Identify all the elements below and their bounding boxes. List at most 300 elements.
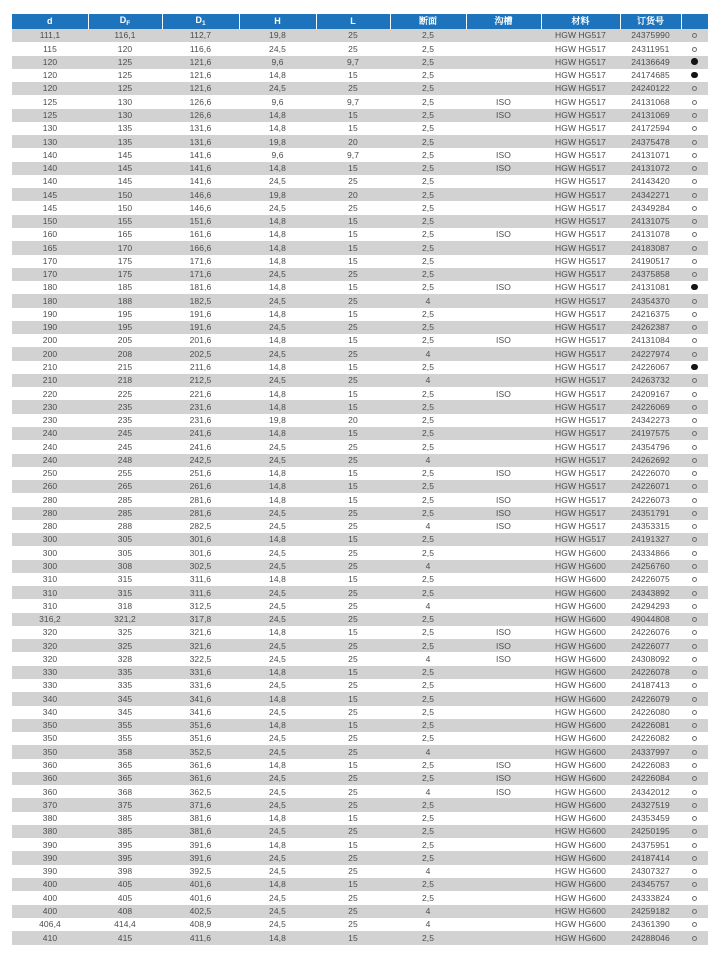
cell-df: 145 bbox=[117, 176, 133, 187]
cell-l: 25 bbox=[348, 799, 358, 810]
cell-h: 14,8 bbox=[269, 163, 286, 174]
open-circle-icon bbox=[692, 524, 697, 529]
cell-l: 25 bbox=[348, 826, 358, 837]
cell-order-number: 24131069 bbox=[631, 109, 670, 120]
cell-material: HGW HG517 bbox=[555, 96, 606, 107]
cell-d1: 361,6 bbox=[189, 759, 212, 770]
filled-circle-icon bbox=[691, 284, 698, 291]
cell-h: 14,8 bbox=[269, 759, 286, 770]
cell-order-number: 24250195 bbox=[631, 826, 670, 837]
cell-availability bbox=[681, 626, 708, 639]
cell-order-number: 24187413 bbox=[631, 680, 670, 691]
cell-l: 25 bbox=[348, 83, 358, 94]
cell-h: 24,5 bbox=[269, 852, 286, 863]
cell-order-number: 24226069 bbox=[631, 401, 670, 412]
table-row bbox=[12, 281, 708, 294]
cell-h: 14,8 bbox=[269, 255, 286, 266]
cell-cross-section: 2,5 bbox=[421, 892, 435, 903]
cell-groove: ISO bbox=[496, 640, 511, 651]
cell-groove: ISO bbox=[496, 507, 511, 518]
cell-h: 24,5 bbox=[269, 640, 286, 651]
open-circle-icon bbox=[692, 259, 697, 264]
cell-d: 380 bbox=[42, 813, 58, 824]
cell-l: 25 bbox=[348, 919, 358, 930]
cell-order-number: 24226071 bbox=[631, 481, 670, 492]
cell-groove bbox=[466, 692, 541, 705]
cell-h: 19,8 bbox=[269, 415, 286, 426]
cell-cross-section: 2,5 bbox=[421, 428, 435, 439]
cell-d1: 141,6 bbox=[189, 176, 212, 187]
cell-availability bbox=[681, 573, 708, 586]
cell-cross-section: 2,5 bbox=[421, 322, 435, 333]
cell-cross-section: 2,5 bbox=[421, 627, 435, 638]
cell-df: 355 bbox=[117, 733, 133, 744]
cell-d1: 281,6 bbox=[189, 507, 212, 518]
cell-d1: 401,6 bbox=[189, 892, 212, 903]
open-circle-icon bbox=[692, 617, 697, 622]
column-header-order-number: 订货号 bbox=[620, 14, 681, 29]
cell-l: 15 bbox=[348, 627, 358, 638]
cell-groove bbox=[466, 215, 541, 228]
cell-cross-section: 2,5 bbox=[421, 507, 435, 518]
cell-d1: 312,5 bbox=[189, 600, 212, 611]
filled-circle-icon bbox=[691, 72, 698, 79]
table-row bbox=[12, 440, 708, 453]
cell-l: 15 bbox=[348, 468, 358, 479]
cell-d: 340 bbox=[42, 693, 58, 704]
table-row bbox=[12, 507, 708, 520]
cell-cross-section: 2,5 bbox=[421, 720, 435, 731]
cell-availability bbox=[681, 812, 708, 825]
cell-groove: ISO bbox=[496, 109, 511, 120]
cell-d: 240 bbox=[42, 441, 58, 452]
cell-cross-section: 4 bbox=[425, 653, 431, 664]
cell-d: 250 bbox=[42, 468, 58, 479]
cell-df: 375 bbox=[117, 799, 133, 810]
open-circle-icon bbox=[692, 100, 697, 105]
cell-cross-section: 2,5 bbox=[421, 614, 435, 625]
table-row bbox=[12, 241, 708, 254]
cell-h: 24,5 bbox=[269, 454, 286, 465]
cell-groove: ISO bbox=[496, 468, 511, 479]
cell-availability bbox=[681, 308, 708, 321]
cell-availability bbox=[681, 759, 708, 772]
cell-d1: 361,6 bbox=[189, 773, 212, 784]
cell-h: 24,5 bbox=[269, 587, 286, 598]
cell-material: HGW HG600 bbox=[555, 892, 606, 903]
cell-availability bbox=[681, 493, 708, 506]
cell-d1: 391,6 bbox=[189, 852, 212, 863]
cell-h: 14,8 bbox=[269, 468, 286, 479]
cell-d: 380 bbox=[42, 826, 58, 837]
open-circle-icon bbox=[692, 458, 697, 463]
cell-d1: 191,6 bbox=[189, 308, 212, 319]
cell-material: HGW HG517 bbox=[555, 149, 606, 160]
table-row bbox=[12, 427, 708, 440]
cell-df: 135 bbox=[117, 123, 133, 134]
cell-cross-section: 2,5 bbox=[421, 813, 435, 824]
open-circle-icon bbox=[692, 750, 697, 755]
cell-groove bbox=[466, 798, 541, 811]
cell-d1: 351,6 bbox=[189, 720, 212, 731]
cell-l: 25 bbox=[348, 852, 358, 863]
cell-cross-section: 2,5 bbox=[421, 481, 435, 492]
cell-cross-section: 2,5 bbox=[421, 216, 435, 227]
cell-cross-section: 4 bbox=[425, 521, 431, 532]
table-row bbox=[12, 613, 708, 626]
cell-availability bbox=[681, 281, 708, 294]
cell-availability bbox=[681, 56, 708, 69]
cell-df: 255 bbox=[117, 468, 133, 479]
cell-d1: 391,6 bbox=[189, 839, 212, 850]
cell-l: 25 bbox=[348, 269, 358, 280]
cell-order-number: 24307327 bbox=[631, 866, 670, 877]
cell-d: 280 bbox=[42, 521, 58, 532]
cell-d1: 212,5 bbox=[189, 375, 212, 386]
cell-d: 145 bbox=[42, 189, 58, 200]
cell-df: 308 bbox=[117, 561, 133, 571]
table-row bbox=[12, 400, 708, 413]
cell-l: 25 bbox=[348, 202, 358, 213]
cell-cross-section: 2,5 bbox=[421, 255, 435, 266]
cell-d1: 146,6 bbox=[189, 202, 212, 213]
catalog-spec-table-wrap bbox=[12, 14, 708, 945]
cell-groove: ISO bbox=[496, 653, 511, 664]
cell-groove bbox=[466, 706, 541, 719]
cell-availability bbox=[681, 374, 708, 387]
cell-d1: 302,5 bbox=[189, 561, 212, 571]
cell-d: 350 bbox=[42, 746, 58, 757]
cell-cross-section: 2,5 bbox=[421, 773, 435, 784]
table-row bbox=[12, 891, 708, 904]
cell-material: HGW HG517 bbox=[555, 83, 606, 94]
cell-order-number: 24174685 bbox=[631, 70, 670, 81]
cell-material: HGW HG517 bbox=[555, 176, 606, 187]
cell-availability bbox=[681, 586, 708, 599]
cell-l: 15 bbox=[348, 308, 358, 319]
cell-material: HGW HG600 bbox=[555, 627, 606, 638]
cell-availability bbox=[681, 851, 708, 864]
cell-groove bbox=[466, 812, 541, 825]
cell-availability bbox=[681, 798, 708, 811]
table-row bbox=[12, 228, 708, 241]
cell-df: 175 bbox=[117, 269, 133, 280]
cell-groove bbox=[466, 480, 541, 493]
cell-l: 15 bbox=[348, 759, 358, 770]
cell-d: 150 bbox=[42, 216, 58, 227]
cell-d1: 301,6 bbox=[189, 534, 212, 545]
cell-groove bbox=[466, 825, 541, 838]
cell-d: 316,2 bbox=[39, 614, 61, 625]
table-row bbox=[12, 82, 708, 95]
cell-l: 15 bbox=[348, 362, 358, 373]
cell-order-number: 49044808 bbox=[631, 614, 670, 625]
open-circle-icon bbox=[692, 126, 697, 131]
cell-df: 305 bbox=[117, 547, 133, 558]
cell-df: 325 bbox=[117, 627, 133, 638]
cell-h: 19,8 bbox=[269, 136, 286, 147]
cell-material: HGW HG517 bbox=[555, 494, 606, 505]
cell-cross-section: 2,5 bbox=[421, 149, 435, 160]
open-circle-icon bbox=[692, 936, 697, 941]
cell-availability bbox=[681, 891, 708, 904]
cell-availability bbox=[681, 109, 708, 122]
cell-d: 280 bbox=[42, 494, 58, 505]
cell-material: HGW HG517 bbox=[555, 229, 606, 240]
open-circle-icon bbox=[692, 803, 697, 808]
cell-d: 300 bbox=[42, 547, 58, 558]
cell-material: HGW HG600 bbox=[555, 879, 606, 890]
cell-l: 25 bbox=[348, 547, 358, 558]
cell-groove bbox=[466, 122, 541, 135]
cell-d1: 322,5 bbox=[189, 653, 212, 664]
cell-d1: 392,5 bbox=[189, 866, 212, 877]
cell-df: 235 bbox=[117, 401, 133, 412]
open-circle-icon bbox=[692, 909, 697, 914]
cell-h: 24,5 bbox=[269, 295, 286, 306]
open-circle-icon bbox=[692, 763, 697, 768]
cell-cross-section: 2,5 bbox=[421, 189, 435, 200]
cell-d: 230 bbox=[42, 401, 58, 412]
cell-h: 19,8 bbox=[269, 189, 286, 200]
cell-h: 24,5 bbox=[269, 176, 286, 187]
table-row bbox=[12, 905, 708, 918]
cell-d: 390 bbox=[42, 866, 58, 877]
cell-d1: 371,6 bbox=[189, 799, 212, 810]
cell-availability bbox=[681, 454, 708, 467]
cell-material: HGW HG517 bbox=[555, 70, 606, 81]
cell-material: HGW HG517 bbox=[555, 43, 606, 54]
table-row bbox=[12, 321, 708, 334]
cell-d1: 116,6 bbox=[189, 43, 212, 54]
cell-df: 408 bbox=[117, 905, 133, 916]
cell-df: 165 bbox=[117, 229, 133, 240]
cell-cross-section: 2,5 bbox=[421, 839, 435, 850]
cell-h: 14,8 bbox=[269, 813, 286, 824]
cell-material: HGW HG600 bbox=[555, 706, 606, 717]
cell-order-number: 24197575 bbox=[631, 428, 670, 439]
cell-availability bbox=[681, 440, 708, 453]
cell-d: 200 bbox=[42, 348, 58, 359]
cell-h: 14,8 bbox=[269, 362, 286, 373]
cell-availability bbox=[681, 480, 708, 493]
cell-d: 360 bbox=[42, 759, 58, 770]
cell-h: 24,5 bbox=[269, 375, 286, 386]
open-circle-icon bbox=[692, 272, 697, 277]
cell-d: 320 bbox=[42, 653, 58, 664]
table-row bbox=[12, 414, 708, 427]
cell-material: HGW HG600 bbox=[555, 759, 606, 770]
cell-df: 355 bbox=[117, 720, 133, 731]
cell-d: 180 bbox=[42, 282, 58, 293]
cell-df: 335 bbox=[117, 680, 133, 691]
cell-availability bbox=[681, 82, 708, 95]
cell-material: HGW HG517 bbox=[555, 348, 606, 359]
cell-availability bbox=[681, 255, 708, 268]
cell-material: HGW HG517 bbox=[555, 322, 606, 333]
cell-material: HGW HG517 bbox=[555, 454, 606, 465]
cell-groove bbox=[466, 838, 541, 851]
cell-d1: 317,8 bbox=[189, 614, 212, 625]
cell-order-number: 24187414 bbox=[631, 852, 670, 863]
cell-h: 9,6 bbox=[271, 96, 284, 107]
cell-l: 25 bbox=[348, 587, 358, 598]
cell-cross-section: 4 bbox=[425, 919, 431, 930]
cell-groove bbox=[466, 599, 541, 612]
cell-groove bbox=[466, 586, 541, 599]
table-row bbox=[12, 162, 708, 175]
column-header-availability bbox=[681, 14, 708, 29]
cell-l: 25 bbox=[348, 348, 358, 359]
cell-d: 360 bbox=[42, 786, 58, 797]
cell-order-number: 24259182 bbox=[631, 905, 670, 916]
cell-l: 15 bbox=[348, 839, 358, 850]
cell-groove bbox=[466, 294, 541, 307]
cell-cross-section: 2,5 bbox=[421, 43, 435, 54]
cell-l: 25 bbox=[348, 30, 358, 41]
cell-d: 125 bbox=[42, 96, 58, 107]
cell-df: 345 bbox=[117, 693, 133, 704]
cell-order-number: 24342012 bbox=[631, 786, 670, 797]
cell-order-number: 24226080 bbox=[631, 706, 670, 717]
cell-l: 20 bbox=[348, 415, 358, 426]
cell-cross-section: 2,5 bbox=[421, 388, 435, 399]
cell-l: 20 bbox=[348, 189, 358, 200]
cell-availability bbox=[681, 29, 708, 42]
cell-h: 14,8 bbox=[269, 123, 286, 134]
cell-h: 24,5 bbox=[269, 826, 286, 837]
open-circle-icon bbox=[692, 47, 697, 52]
cell-order-number: 24256760 bbox=[631, 561, 670, 571]
cell-material: HGW HG600 bbox=[555, 680, 606, 691]
cell-df: 208 bbox=[117, 348, 133, 359]
open-circle-icon bbox=[692, 577, 697, 582]
cell-groove: ISO bbox=[496, 149, 511, 160]
cell-d1: 241,6 bbox=[189, 441, 212, 452]
cell-d1: 261,6 bbox=[189, 481, 212, 492]
cell-d1: 301,6 bbox=[189, 547, 212, 558]
cell-df: 235 bbox=[117, 415, 133, 426]
cell-material: HGW HG600 bbox=[555, 932, 606, 943]
cell-cross-section: 2,5 bbox=[421, 468, 435, 479]
cell-d: 170 bbox=[42, 255, 58, 266]
table-row bbox=[12, 825, 708, 838]
table-row bbox=[12, 692, 708, 705]
cell-df: 218 bbox=[117, 375, 133, 386]
cell-h: 14,8 bbox=[269, 428, 286, 439]
cell-h: 19,8 bbox=[269, 30, 286, 41]
cell-material: HGW HG517 bbox=[555, 401, 606, 412]
cell-h: 24,5 bbox=[269, 653, 286, 664]
cell-d: 170 bbox=[42, 269, 58, 280]
cell-availability bbox=[681, 905, 708, 918]
cell-d1: 362,5 bbox=[189, 786, 212, 797]
cell-d: 280 bbox=[42, 507, 58, 518]
cell-groove: ISO bbox=[496, 163, 511, 174]
cell-df: 345 bbox=[117, 706, 133, 717]
cell-h: 14,8 bbox=[269, 388, 286, 399]
cell-d: 260 bbox=[42, 481, 58, 492]
cell-groove bbox=[466, 613, 541, 626]
column-header-cross-section: 断面 bbox=[390, 14, 466, 29]
open-circle-icon bbox=[692, 816, 697, 821]
open-circle-icon bbox=[692, 206, 697, 211]
cell-df: 248 bbox=[117, 454, 133, 465]
cell-d: 310 bbox=[42, 574, 58, 585]
cell-h: 24,5 bbox=[269, 269, 286, 280]
cell-order-number: 24240122 bbox=[631, 83, 670, 94]
cell-l: 15 bbox=[348, 388, 358, 399]
cell-order-number: 24226084 bbox=[631, 773, 670, 784]
table-head bbox=[12, 14, 708, 29]
cell-groove bbox=[466, 440, 541, 453]
cell-h: 24,5 bbox=[269, 83, 286, 94]
cell-h: 14,8 bbox=[269, 720, 286, 731]
cell-groove bbox=[466, 878, 541, 891]
cell-df: 155 bbox=[117, 216, 133, 227]
cell-order-number: 24353459 bbox=[631, 813, 670, 824]
cell-cross-section: 2,5 bbox=[421, 415, 435, 426]
open-circle-icon bbox=[692, 922, 697, 927]
cell-groove bbox=[466, 347, 541, 360]
cell-df: 285 bbox=[117, 507, 133, 518]
cell-groove bbox=[466, 374, 541, 387]
cell-material: HGW HG600 bbox=[555, 786, 606, 797]
cell-l: 15 bbox=[348, 693, 358, 704]
table-row bbox=[12, 374, 708, 387]
cell-order-number: 24131084 bbox=[631, 335, 670, 346]
cell-order-number: 24226070 bbox=[631, 468, 670, 479]
cell-d1: 251,6 bbox=[189, 468, 212, 479]
table-row bbox=[12, 838, 708, 851]
cell-groove bbox=[466, 679, 541, 692]
cell-groove bbox=[466, 560, 541, 573]
cell-d: 310 bbox=[42, 587, 58, 598]
cell-l: 25 bbox=[348, 614, 358, 625]
cell-availability bbox=[681, 122, 708, 135]
cell-h: 9,6 bbox=[271, 149, 284, 160]
cell-d: 410 bbox=[42, 932, 58, 943]
cell-l: 25 bbox=[348, 746, 358, 757]
cell-cross-section: 2,5 bbox=[421, 123, 435, 134]
cell-availability bbox=[681, 95, 708, 108]
table-row bbox=[12, 480, 708, 493]
cell-availability bbox=[681, 400, 708, 413]
open-circle-icon bbox=[692, 776, 697, 781]
cell-df: 188 bbox=[117, 295, 133, 306]
open-circle-icon bbox=[692, 392, 697, 397]
cell-h: 14,8 bbox=[269, 839, 286, 850]
cell-l: 15 bbox=[348, 667, 358, 678]
cell-cross-section: 2,5 bbox=[421, 852, 435, 863]
cell-h: 14,8 bbox=[269, 667, 286, 678]
cell-df: 130 bbox=[117, 96, 133, 107]
cell-d1: 181,6 bbox=[189, 282, 212, 293]
cell-d: 140 bbox=[42, 176, 58, 187]
cell-groove bbox=[466, 42, 541, 55]
cell-d: 240 bbox=[42, 454, 58, 465]
table-row bbox=[12, 175, 708, 188]
cell-h: 14,8 bbox=[269, 574, 286, 585]
cell-d: 370 bbox=[42, 799, 58, 810]
cell-groove bbox=[466, 745, 541, 758]
cell-material: HGW HG517 bbox=[555, 415, 606, 426]
cell-groove: ISO bbox=[496, 773, 511, 784]
cell-order-number: 24354796 bbox=[631, 441, 670, 452]
open-circle-icon bbox=[692, 431, 697, 436]
table-row bbox=[12, 95, 708, 108]
cell-l: 9,7 bbox=[346, 96, 360, 107]
